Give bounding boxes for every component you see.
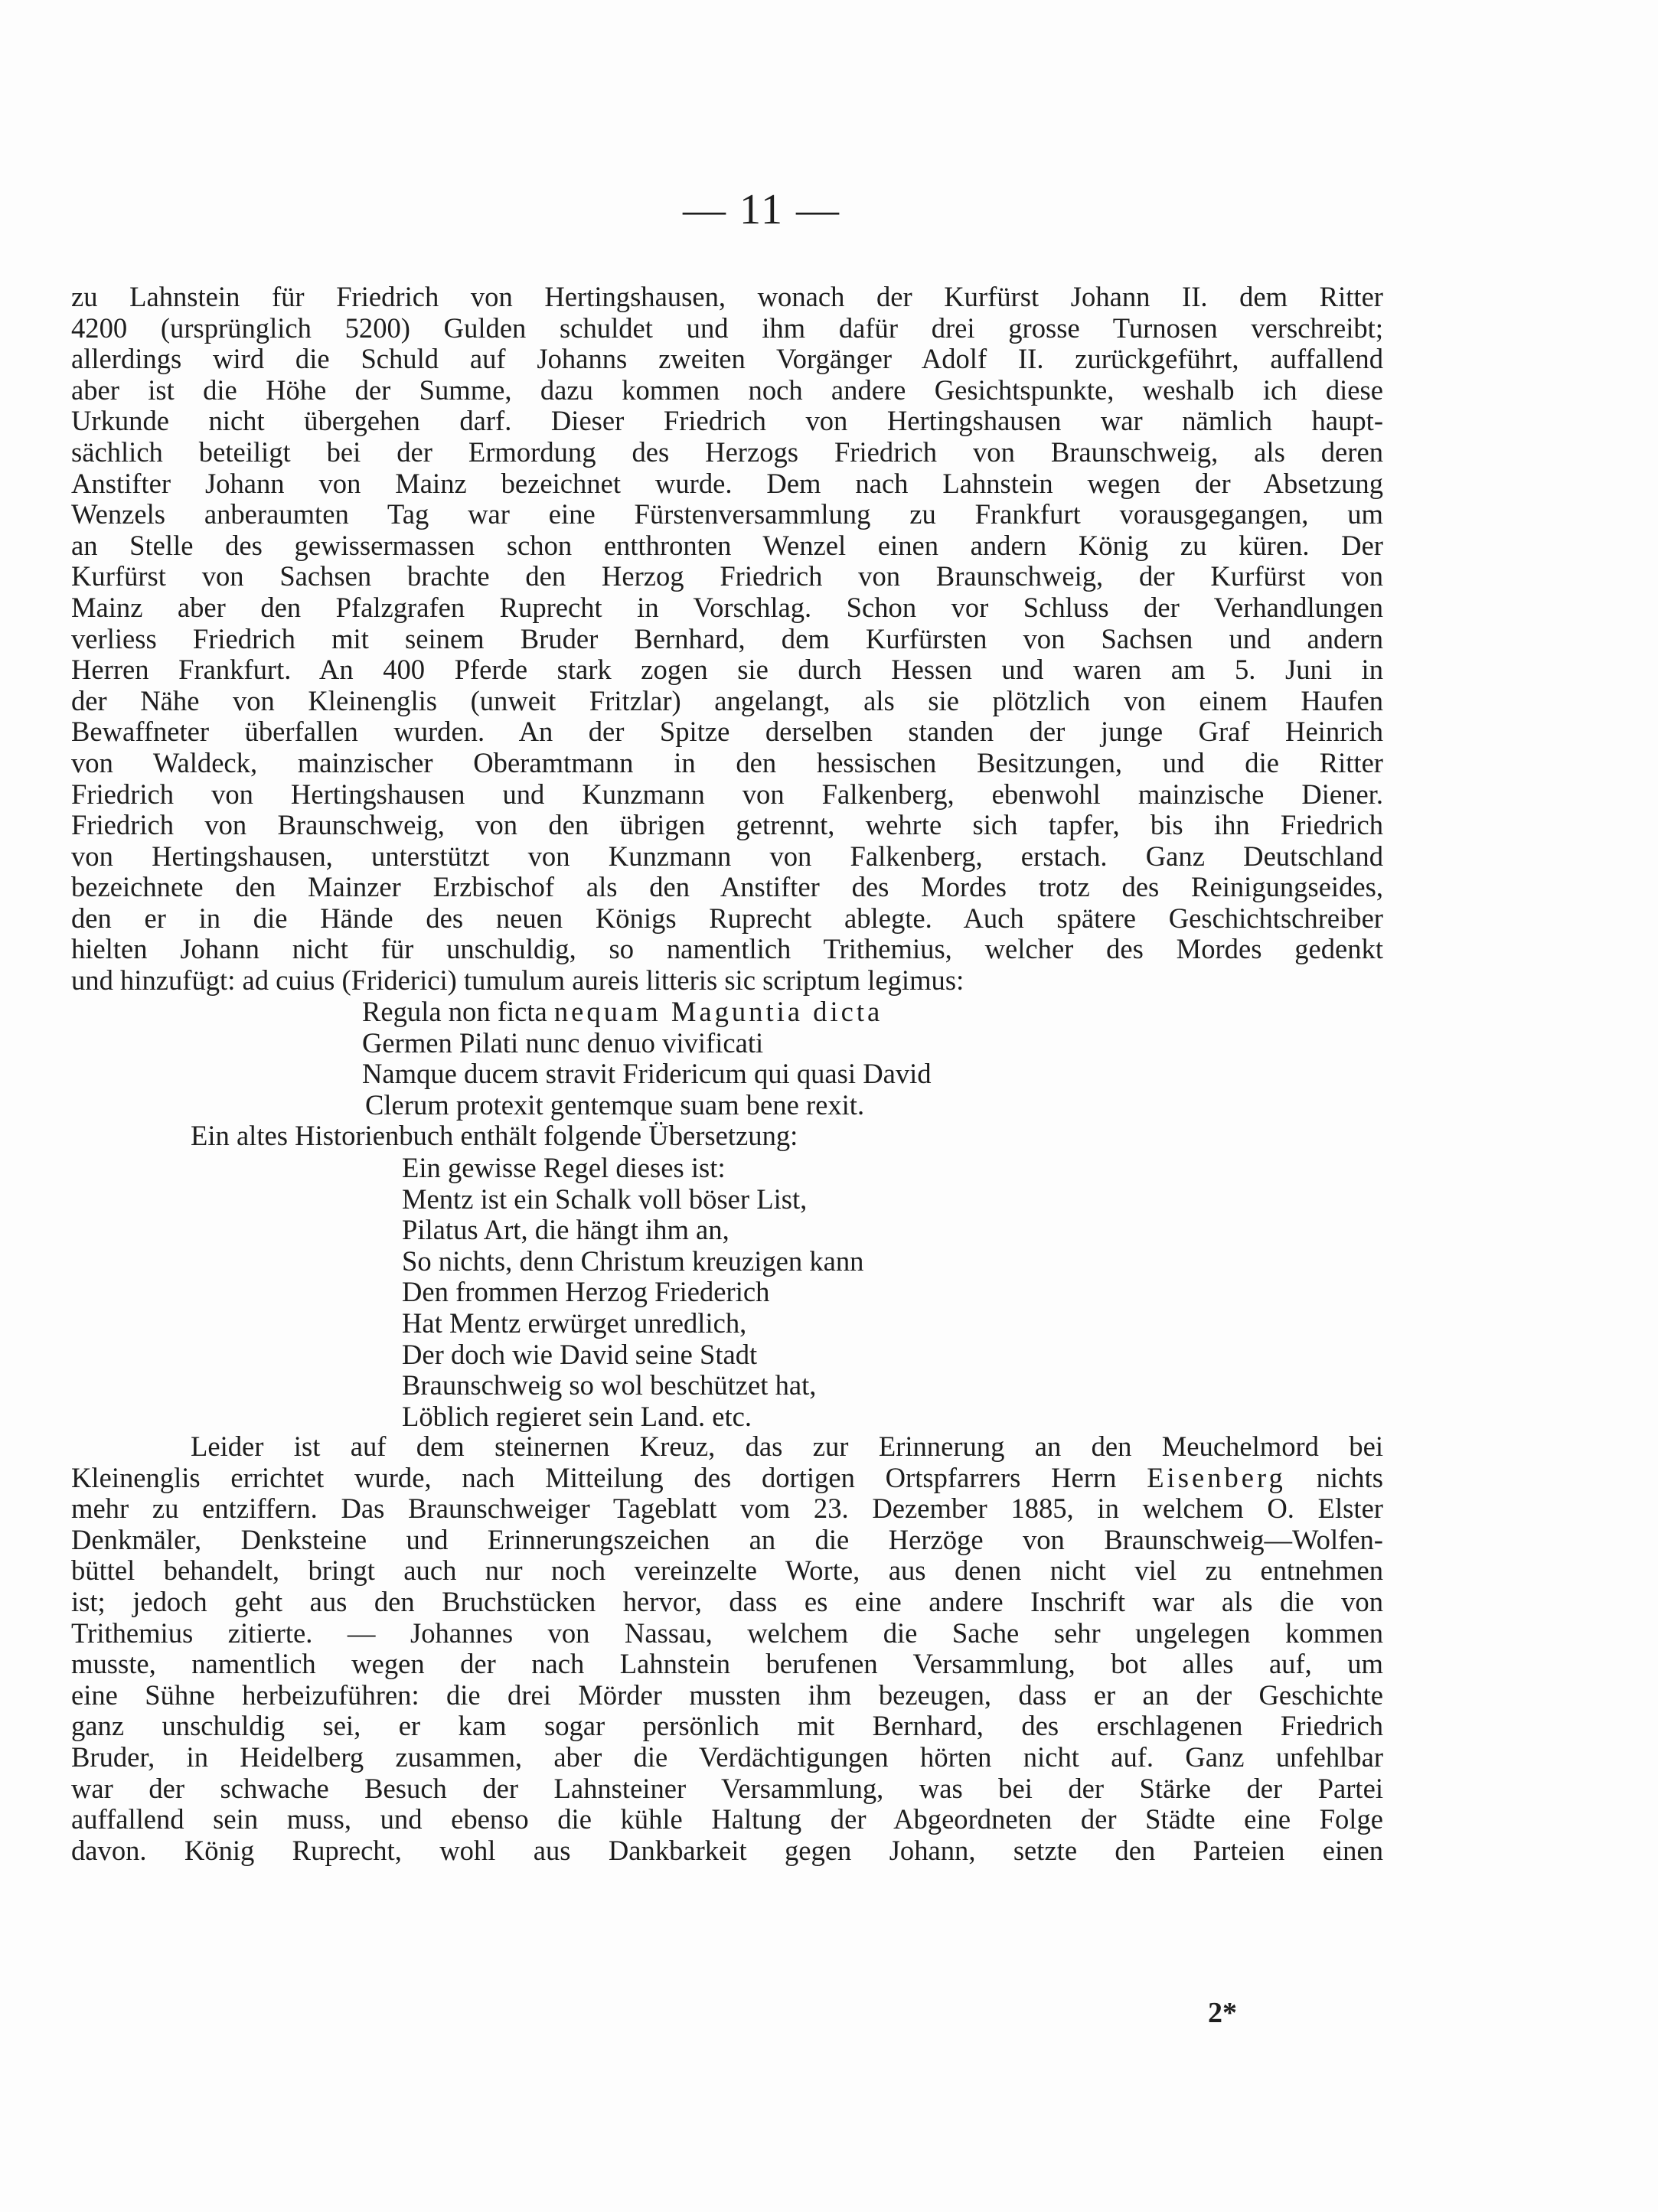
verse-line: Löblich regieret sein Land. etc.	[402, 1400, 752, 1432]
text-line: sächlich beteiligt bei der Ermordung des Herzogs Friedrich von Braunschweig, als deren	[71, 436, 1383, 468]
text-line: den er in die Hände des neuen Königs Ruprecht ablegte. Auch spätere Geschichtschreiber	[71, 902, 1383, 934]
text-line: büttel behandelt, bringt auch nur noch vereinzelte Worte, aus denen nicht viel zu entnehmen	[71, 1555, 1383, 1587]
text-line: Anstifter Johann von Mainz bezeichnet wurde. Dem nach Lahnstein wegen der Absetzung	[71, 467, 1383, 499]
text-line: eine Sühne herbeizuführen: die drei Mörder mussten ihm bezeugen, dass er an der Geschichte	[71, 1679, 1383, 1711]
signature-mark: 2*	[1208, 1997, 1237, 2029]
text-line: an Stelle des gewissermassen schon entthronten Wenzel einen andern König zu küren. Der	[71, 529, 1383, 561]
text-line: aber ist die Höhe der Summe, dazu kommen noch andere Gesichtspunkte, weshalb ich diese	[71, 374, 1383, 406]
verse-line: Clerum protexit gentemque suam bene rexit.	[365, 1088, 865, 1121]
text-line: von Hertingshausen, unterstützt von Kunzmann von Falkenberg, erstach. Ganz Deutschland	[71, 840, 1383, 872]
text-line: von Waldeck, mainzischer Oberamtmann in den hessischen Besitzungen, und die Ritter	[71, 746, 1383, 778]
text-line: Leider ist auf dem steinernen Kreuz, das zur Erinnerung an den Meuchelmord bei	[191, 1431, 1383, 1462]
text-line: Mainz aber den Pfalzgrafen Ruprecht in Vorschlag. Schon vor Schluss der Verhandlungen	[71, 591, 1383, 623]
text-line: Friedrich von Braunschweig, von den übrigen getrennt, wehrte sich tapfer, bis ihn Friedrich	[71, 809, 1383, 841]
page-number: — 11 —	[683, 186, 840, 233]
text-line	[71, 1463, 1383, 1494]
text-line: Bruder, in Heidelberg zusammen, aber die Verdächtigungen hörten nicht auf. Ganz unfehlbar	[71, 1741, 1383, 1773]
text-line-start: Kleinenglis errichtet wurde, nach Mitteilung des dortigen Ortspfarrers Herrn	[71, 1461, 1147, 1493]
verse-line: Der doch wie David seine Stadt	[402, 1338, 758, 1370]
verse-line: Mentz ist ein Schalk voll böser List,	[402, 1183, 808, 1215]
text-line: zu Lahnstein für Friedrich von Hertingshausen, wonach der Kurfürst Johann II. dem Ritter	[71, 281, 1383, 312]
verse-line	[362, 997, 932, 1028]
text-line: allerdings wird die Schuld auf Johanns zweiten Vorgänger Adolf II. zurückgeführt, auffallend	[71, 343, 1383, 375]
translation-intro	[191, 1121, 798, 1152]
text-line: Bewaffneter überfallen wurden. An der Spitze derselben standen der junge Graf Heinrich	[71, 716, 1383, 748]
paragraph-1	[71, 282, 1383, 997]
text-line: war der schwache Besuch der Lahnsteiner Versammlung, was bei der Stärke der Partei	[71, 1772, 1383, 1804]
text-line: ist; jedoch geht aus den Bruchstücken hervor, dass es eine andere Inschrift war als die von	[71, 1585, 1383, 1617]
paragraph-2	[71, 1431, 1383, 1866]
text-line: Urkunde nicht übergehen darf. Dieser Friedrich von Hertingshausen war nämlich haupt-	[71, 405, 1383, 437]
text-line-end: nichts	[1285, 1461, 1383, 1493]
verse-line: Namque ducem stravit Fridericum qui quasi David	[362, 1058, 932, 1090]
intro-line: Ein altes Historienbuch enthält folgende Übersetzung:	[191, 1120, 798, 1151]
text-line: davon. König Ruprecht, wohl aus Dankbarkeit gegen Johann, setzte den Parteien einen	[71, 1834, 1383, 1866]
verse-line: Hat Mentz erwürget unredlich,	[402, 1307, 747, 1339]
verse-line: Den frommen Herzog Friederich	[402, 1276, 770, 1308]
text-line: Wenzels anberaumten Tag war eine Fürstenversammlung zu Frankfurt vorausgegangen, um	[71, 498, 1383, 530]
latin-verse	[362, 997, 932, 1121]
text-line: verliess Friedrich mit seinem Bruder Bernhard, dem Kurfürsten von Sachsen und andern	[71, 622, 1383, 654]
text-line: mehr zu entziffern. Das Braunschweiger Tageblatt vom 23. Dezember 1885, in welchem O. Elster	[71, 1493, 1383, 1525]
text-line: Friedrich von Hertingshausen und Kunzmann von Falkenberg, ebenwohl mainzische Diener.	[71, 778, 1383, 810]
verse-line: Ein gewisse Regel dieses ist:	[402, 1152, 726, 1183]
verse-line: So nichts, denn Christum kreuzigen kann	[402, 1245, 864, 1277]
text-line: Trithemius zitierte. — Johannes von Nassau, welchem die Sache sehr ungelegen kommen	[71, 1617, 1383, 1649]
text-line: bezeichnete den Mainzer Erzbischof als den Anstifter des Mordes trotz des Reinigungseides,	[71, 871, 1383, 903]
text-line: der Nähe von Kleinenglis (unweit Fritzlar) angelangt, als sie plötzlich von einem Haufen	[71, 684, 1383, 716]
text-line: musste, namentlich wegen der nach Lahnstein berufenen Versammlung, bot alles auf, um	[71, 1648, 1383, 1680]
text-line: 4200 (ursprünglich 5200) Gulden schuldet und ihm dafür drei grosse Turnosen verschreibt;	[71, 312, 1383, 344]
text-line: Kurfürst von Sachsen brachte den Herzog Friedrich von Braunschweig, der Kurfürst von	[71, 560, 1383, 592]
text-line: Denkmäler, Denksteine und Erinnerungszeichen an die Herzöge von Braunschweig—Wolfen-	[71, 1523, 1383, 1555]
verse-line: Braunschweig so wol beschützet hat,	[402, 1369, 817, 1401]
text-line-spaced: Eisenberg	[1147, 1461, 1286, 1493]
verse-line-start: Regula non ficta	[362, 996, 554, 1027]
verse-line-spaced: nequam Maguntia dicta	[553, 996, 883, 1027]
text-line: und hinzufügt: ad cuius (Friderici) tumulum aureis litteris sic scriptum legimus:	[71, 964, 964, 997]
text-line: hielten Johann nicht für unschuldig, so namentlich Trithemius, welcher des Mordes gedenkt	[71, 933, 1383, 965]
verse-line: Pilatus Art, die hängt ihm an,	[402, 1214, 729, 1246]
text-line: auffallend sein muss, und ebenso die kühle Haltung der Abgeordneten der Städte eine Folge	[71, 1803, 1383, 1835]
text-line: Herren Frankfurt. An 400 Pferde stark zogen sie durch Hessen und waren am 5. Juni in	[71, 654, 1383, 686]
text-line: ganz unschuldig sei, er kam sogar persönlich mit Bernhard, des erschlagenen Friedrich	[71, 1710, 1383, 1742]
german-verse	[402, 1153, 863, 1432]
verse-line: Germen Pilati nunc denuo vivificati	[362, 1026, 764, 1059]
